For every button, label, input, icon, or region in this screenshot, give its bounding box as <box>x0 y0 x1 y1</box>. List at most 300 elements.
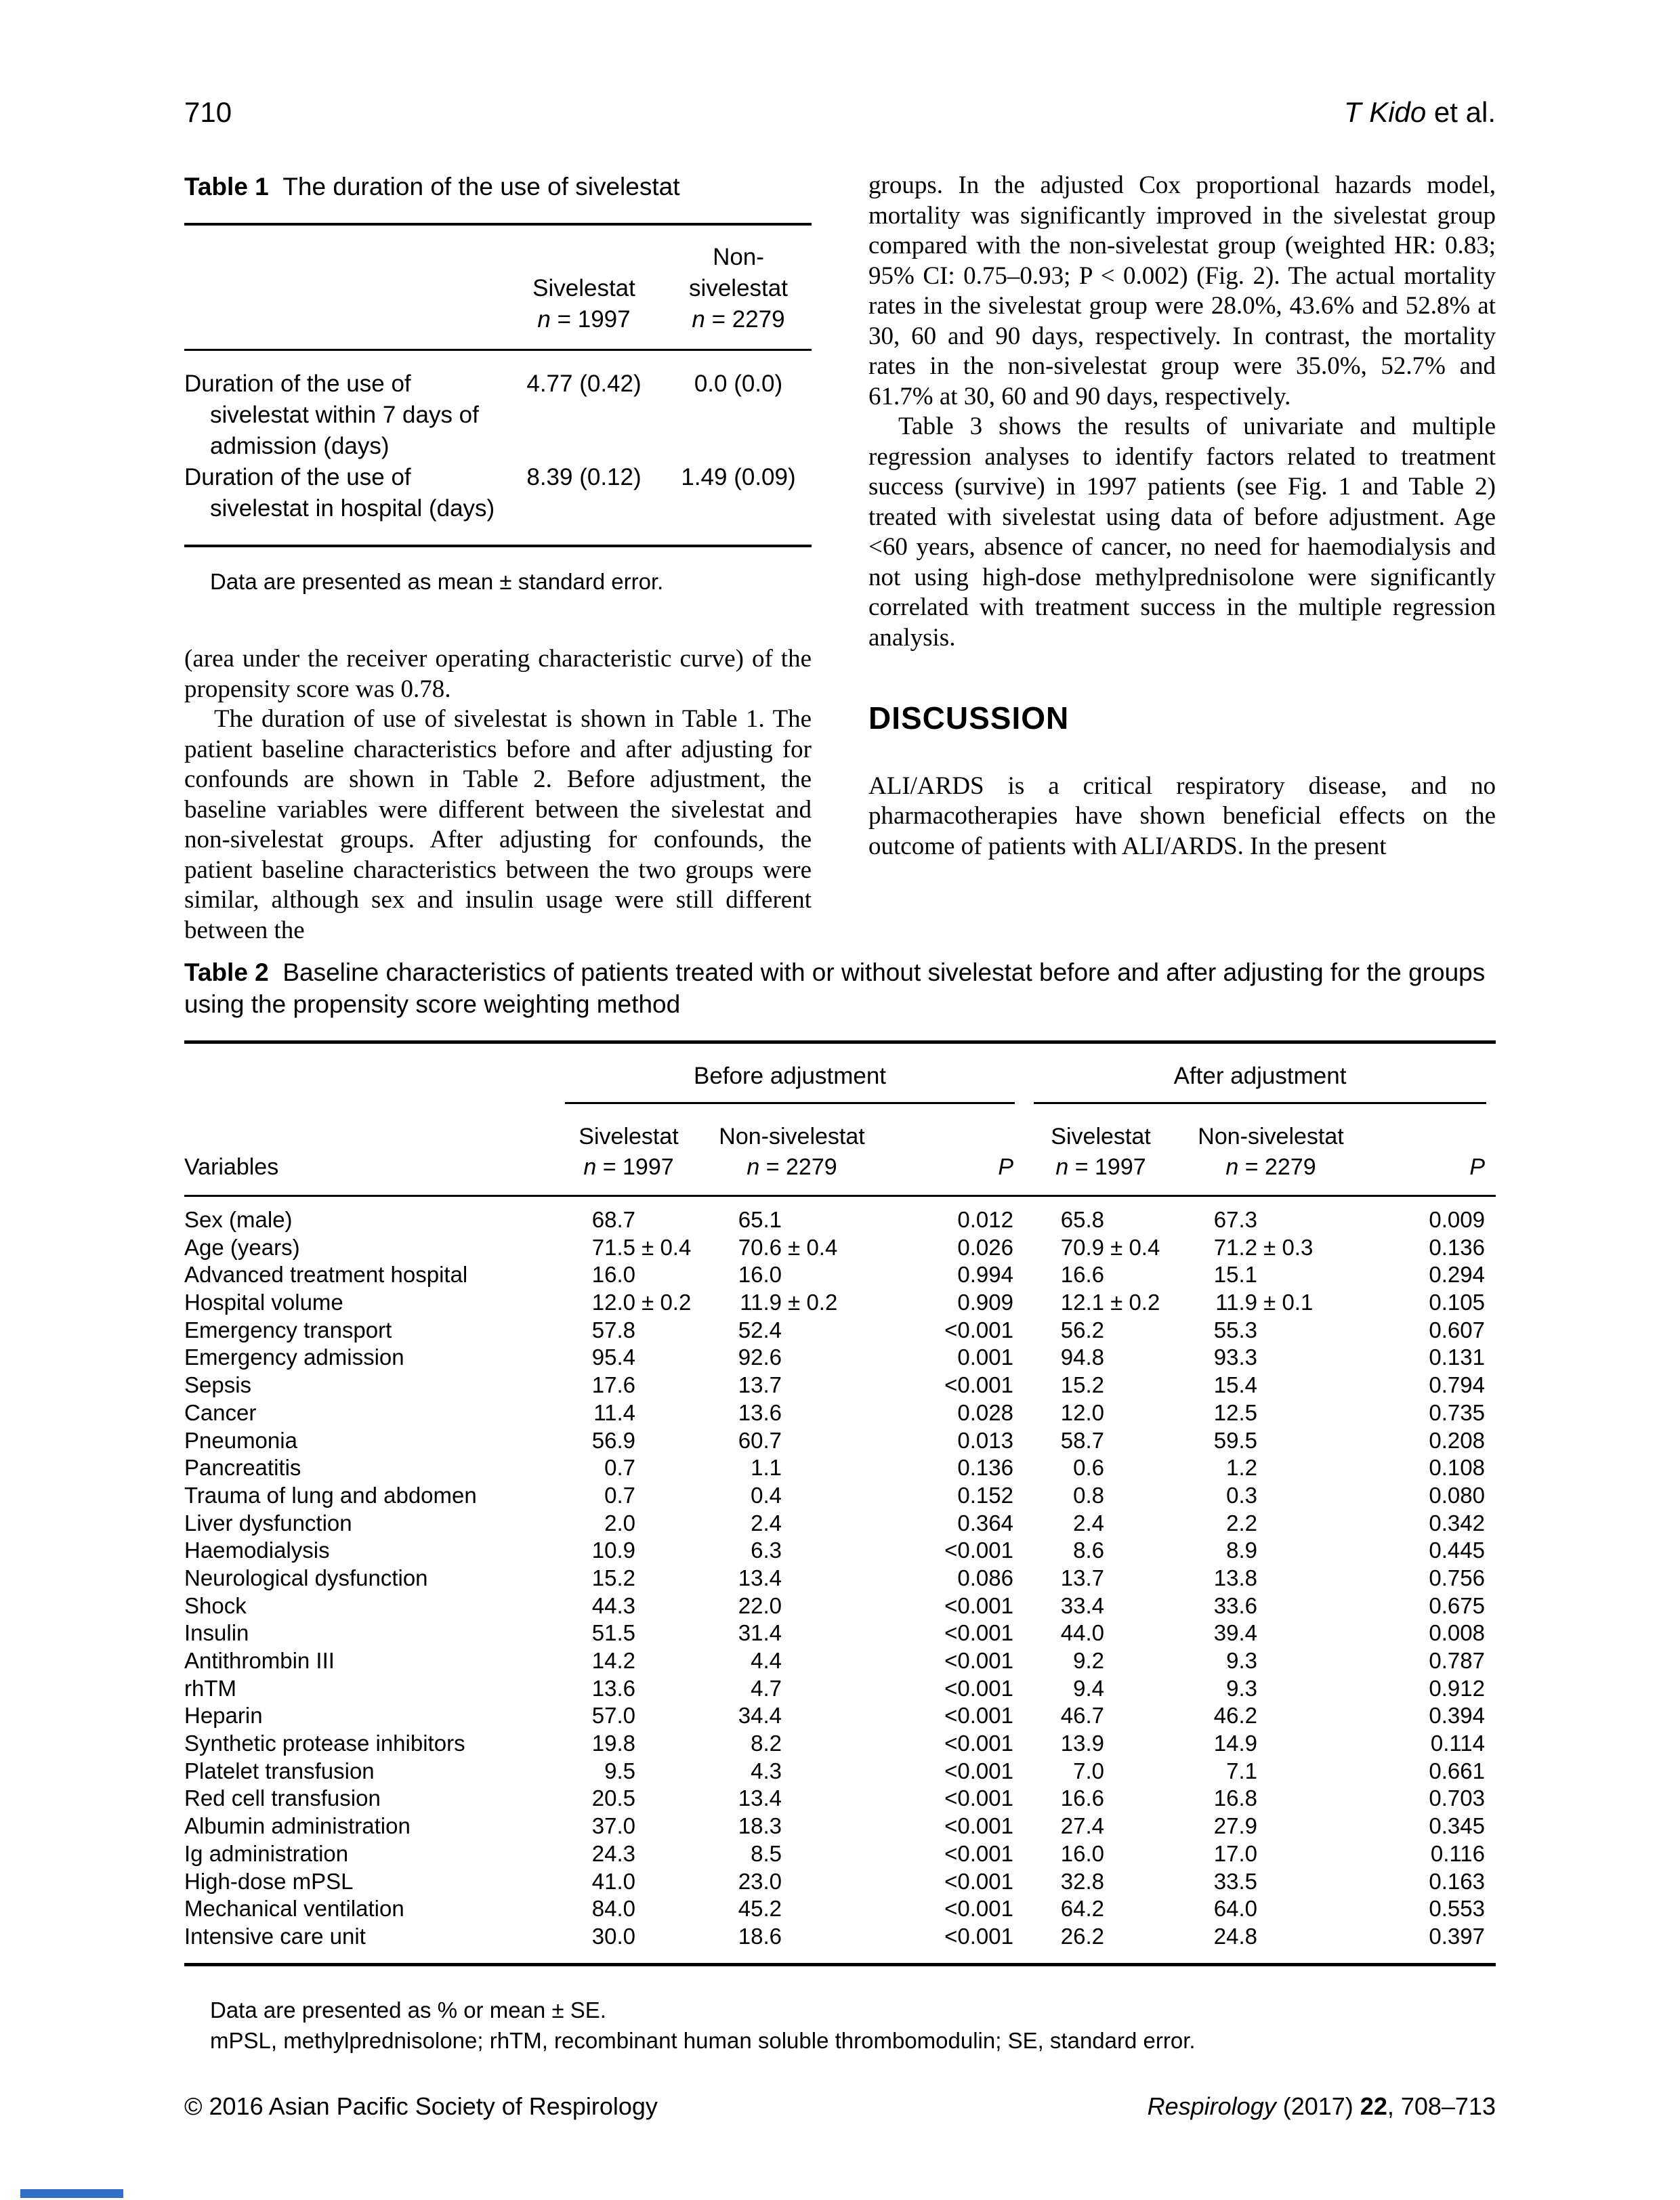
table1-body <box>184 349 812 545</box>
value-se: ± 0.2 <box>1104 1290 1160 1315</box>
bottom-blue-bar <box>20 2189 123 2198</box>
value-number: 12.1 <box>1060 1290 1104 1315</box>
value-cell <box>1177 1895 1364 1923</box>
value-cell <box>555 1675 702 1703</box>
value-number: 15.1 <box>1213 1262 1257 1288</box>
group-header-before: Before adjustment <box>565 1061 1015 1104</box>
value-number: 92.6 <box>738 1345 782 1370</box>
group-header-after: After adjustment <box>1034 1061 1486 1104</box>
value-number: 1.2 <box>1226 1455 1257 1481</box>
p-value-cell: <0.001 <box>944 1785 1013 1811</box>
value-number: 4.4 <box>751 1648 782 1673</box>
value-number: 7.0 <box>1073 1758 1104 1783</box>
journal-reference <box>1148 2092 1496 2121</box>
value-cell <box>702 1675 882 1703</box>
value-cell <box>1177 1289 1364 1317</box>
table1-caption-text: The duration of the use of sivelestat <box>282 173 680 200</box>
value-number: 65.8 <box>1060 1207 1104 1232</box>
col-p-after: P <box>1469 1154 1485 1180</box>
value-cell <box>1024 1482 1177 1510</box>
value-cell <box>1177 1592 1364 1620</box>
value-number: 14.9 <box>1213 1731 1257 1756</box>
value-number: 44.3 <box>591 1592 635 1618</box>
value-number: 52.4 <box>738 1317 782 1342</box>
p-value-cell: <0.001 <box>944 1896 1013 1922</box>
value-cell <box>702 1868 882 1896</box>
table-row <box>184 462 812 524</box>
row-label: Insulin <box>184 1620 249 1646</box>
value-cell: 0.0 (0.0) <box>694 371 783 397</box>
row-label: Intensive care unit <box>184 1923 366 1949</box>
p-value-cell: 0.131 <box>1429 1345 1485 1370</box>
value-number: 58.7 <box>1060 1427 1104 1453</box>
value-cell <box>555 1895 702 1923</box>
value-number: 55.3 <box>1213 1317 1257 1342</box>
value-number: 14.2 <box>591 1648 635 1673</box>
value-cell <box>1177 1675 1364 1703</box>
row-label: Age (years) <box>184 1234 300 1260</box>
table-row <box>184 1758 1496 1785</box>
col-n <box>555 1152 702 1183</box>
p-value-cell: 0.909 <box>957 1290 1013 1315</box>
p-value-cell: 0.394 <box>1429 1703 1485 1729</box>
value-cell <box>702 1206 882 1234</box>
p-value-cell: 0.012 <box>957 1207 1013 1232</box>
n-symbol: n <box>537 306 551 333</box>
value-number: 26.2 <box>1060 1923 1104 1949</box>
value-se: ± 0.1 <box>1257 1290 1314 1315</box>
table2-caption-label: Table 2 <box>184 958 269 986</box>
value-cell <box>555 1344 702 1372</box>
value-cell <box>702 1482 882 1510</box>
value-cell <box>1024 1261 1177 1289</box>
p-value-cell: 0.163 <box>1429 1868 1485 1894</box>
value-cell <box>555 1565 702 1592</box>
p-value-cell: 0.116 <box>1430 1840 1485 1866</box>
p-value-cell: <0.001 <box>944 1620 1013 1646</box>
row-label: Liver dysfunction <box>184 1510 352 1536</box>
value-number: 56.9 <box>591 1427 635 1453</box>
value-cell <box>702 1289 882 1317</box>
value-number: 24.3 <box>591 1840 635 1866</box>
table-row <box>184 1399 1496 1427</box>
p-value-cell: 0.912 <box>1429 1675 1485 1701</box>
table1-header <box>184 226 812 349</box>
value-cell <box>702 1344 882 1372</box>
table2 <box>184 1040 1496 1966</box>
value-number: 68.7 <box>591 1207 635 1232</box>
right-column <box>868 171 1496 946</box>
value-cell <box>555 1454 702 1482</box>
value-number: 20.5 <box>591 1785 635 1811</box>
p-value-cell: 0.208 <box>1429 1427 1485 1453</box>
value-cell <box>1024 1923 1177 1951</box>
value-number: 2.0 <box>604 1510 635 1536</box>
left-column <box>184 171 812 946</box>
left-column-text <box>184 644 812 946</box>
p-value-cell: <0.001 <box>944 1731 1013 1756</box>
value-se: ± 0.2 <box>782 1290 838 1315</box>
value-cell <box>1177 1344 1364 1372</box>
value-number: 70.9 <box>1060 1234 1104 1260</box>
table2-column-headers <box>184 1104 1496 1195</box>
value-cell <box>1024 1537 1177 1565</box>
col-n <box>1024 1152 1177 1183</box>
p-value-cell: 0.294 <box>1429 1262 1485 1288</box>
value-cell <box>1024 1813 1177 1840</box>
value-number: 13.9 <box>1060 1731 1104 1756</box>
table-row <box>184 368 812 462</box>
row-label: Antithrombin III <box>184 1648 335 1673</box>
p-value-cell: 0.794 <box>1429 1372 1485 1398</box>
value-cell <box>1024 1840 1177 1868</box>
value-number: 13.7 <box>738 1372 782 1398</box>
value-se: ± 0.3 <box>1257 1234 1314 1260</box>
table-row <box>184 1234 1496 1262</box>
value-cell: 4.77 (0.42) <box>526 371 642 397</box>
value-cell <box>555 1537 702 1565</box>
value-number: 46.7 <box>1060 1703 1104 1729</box>
value-cell <box>702 1427 882 1455</box>
table1-col-non-n <box>665 304 812 335</box>
row-label: Haemodialysis <box>184 1538 330 1563</box>
col-n <box>1177 1152 1364 1183</box>
col-title: Non-sivelestat <box>1198 1124 1344 1149</box>
value-cell <box>555 1482 702 1510</box>
value-number: 33.6 <box>1213 1592 1257 1618</box>
value-number: 13.4 <box>738 1785 782 1811</box>
value-cell <box>555 1206 702 1234</box>
n-symbol: n <box>692 306 705 333</box>
row-label: Pancreatitis <box>184 1455 301 1481</box>
value-cell <box>702 1317 882 1345</box>
value-number: 16.0 <box>1060 1840 1104 1866</box>
p-value-cell: 0.152 <box>957 1482 1013 1508</box>
value-number: 0.3 <box>1226 1482 1257 1508</box>
value-number: 37.0 <box>591 1813 635 1839</box>
table1-col-non-line2: sivelestat <box>689 275 788 301</box>
value-number: 16.0 <box>738 1262 782 1288</box>
value-cell <box>1024 1510 1177 1538</box>
row-label: Neurological dysfunction <box>184 1565 428 1590</box>
table-row <box>184 1675 1496 1703</box>
value-cell <box>702 1510 882 1538</box>
table-row <box>184 1813 1496 1840</box>
table2-footnotes <box>184 1995 1496 2056</box>
value-cell <box>1024 1289 1177 1317</box>
value-cell <box>555 1702 702 1730</box>
value-number: 8.6 <box>1073 1538 1104 1563</box>
value-cell <box>1024 1702 1177 1730</box>
n-value: = 1997 <box>596 1154 674 1180</box>
value-number: 2.4 <box>751 1510 782 1536</box>
value-cell <box>702 1565 882 1592</box>
p-value-cell: 0.136 <box>1429 1234 1485 1260</box>
p-value-cell: 0.009 <box>1429 1207 1485 1232</box>
n-symbol: n <box>1225 1154 1239 1180</box>
value-cell <box>702 1840 882 1868</box>
value-cell <box>555 1813 702 1840</box>
paragraph: groups. In the adjusted Cox proportional hazards model, mortality was significantly improved in the sivelestat group compared with the non-sivelestat group (weighted HR: 0.83; 95% CI: 0.75–0.93; P < 0.002) (Fig. 2). The actual mortality rates in the sivelestat group were 28.0%, 43.6% and 52.8% at 30, 60 and 90 days, respectively. In contrast, the mortality rates in the non-sivelestat group were 35.0%, 52.7% and 61.7% at 30, 60 and 90 days, respectively. <box>868 171 1496 410</box>
row-label: Duration of the use of sivelestat in hospital (days) <box>184 464 495 522</box>
value-number: 30.0 <box>591 1923 635 1949</box>
n-value: = 2279 <box>1238 1154 1316 1180</box>
table2-footnote: mPSL, methylprednisolone; rhTM, recombinant human soluble thrombomodulin; SE, standard error. <box>210 2027 1196 2053</box>
journal-name: Respirology <box>1147 2092 1276 2120</box>
p-value-cell: 0.445 <box>1429 1538 1485 1563</box>
value-number: 13.4 <box>738 1565 782 1590</box>
value-cell <box>702 1702 882 1730</box>
value-number: 64.2 <box>1060 1896 1104 1922</box>
p-value-cell: 0.114 <box>1430 1731 1485 1756</box>
value-number: 34.4 <box>738 1703 782 1729</box>
value-se: ± 0.2 <box>635 1290 692 1315</box>
value-number: 12.0 <box>1060 1399 1104 1425</box>
table-row <box>184 1895 1496 1923</box>
col-p-before: P <box>998 1154 1013 1180</box>
table-row <box>184 1344 1496 1372</box>
value-number: 13.8 <box>1213 1565 1257 1590</box>
value-number: 0.4 <box>751 1482 782 1508</box>
value-number: 12.5 <box>1213 1399 1257 1425</box>
col-variables: Variables <box>184 1154 279 1180</box>
value-cell <box>702 1261 882 1289</box>
p-value-cell: <0.001 <box>944 1648 1013 1673</box>
table-row <box>184 1427 1496 1455</box>
table1-caption <box>184 171 812 203</box>
value-cell <box>555 1510 702 1538</box>
value-number: 4.3 <box>751 1758 782 1783</box>
value-number: 8.5 <box>751 1840 782 1866</box>
value-cell <box>702 1537 882 1565</box>
paragraph: The duration of use of sivelestat is shown in Table 1. The patient baseline characteristics before and after adjusting for confounds are shown in Table 2. Before adjustment, the baseline variables were different between the sivelestat and non-sivelestat groups. After adjusting for confounds, the patient baseline characteristics between the two groups were similar, although sex and insulin usage were still different between the <box>184 705 812 944</box>
value-cell <box>702 1454 882 1482</box>
col-nonsivelestat-after <box>1177 1122 1364 1183</box>
p-value-cell: <0.001 <box>944 1675 1013 1701</box>
table1-col-non-line1: Non- <box>713 244 764 270</box>
value-number: 15.4 <box>1213 1372 1257 1398</box>
p-value-cell: 0.675 <box>1429 1592 1485 1618</box>
value-cell <box>555 1785 702 1813</box>
value-cell <box>555 1758 702 1785</box>
paragraph: ALI/ARDS is a critical respiratory disease, and no pharmacotherapies have shown beneficial effects on the outcome of patients with ALI/ARDS. In the present <box>868 771 1496 860</box>
value-cell <box>702 1234 882 1262</box>
right-column-text <box>868 171 1496 862</box>
p-value-cell: 0.607 <box>1429 1317 1485 1342</box>
col-sivelestat-after <box>1024 1122 1177 1183</box>
value-number: 0.7 <box>604 1482 635 1508</box>
value-cell <box>555 1840 702 1868</box>
value-number: 51.5 <box>591 1620 635 1646</box>
value-cell: 1.49 (0.09) <box>681 464 796 490</box>
p-value-cell: <0.001 <box>944 1840 1013 1866</box>
value-number: 57.8 <box>591 1317 635 1342</box>
table-row <box>184 1482 1496 1510</box>
value-se: ± 0.4 <box>782 1234 838 1260</box>
table-row <box>184 1592 1496 1620</box>
col-title: Non-sivelestat <box>719 1124 865 1149</box>
value-number: 67.3 <box>1213 1207 1257 1232</box>
value-number: 33.5 <box>1213 1868 1257 1894</box>
p-value-cell: 0.661 <box>1429 1758 1485 1783</box>
table-row <box>184 1261 1496 1289</box>
value-number: 19.8 <box>591 1731 635 1756</box>
row-label: Emergency admission <box>184 1345 404 1370</box>
value-number: 60.7 <box>738 1427 782 1453</box>
value-cell <box>702 1399 882 1427</box>
journal-pages: , 708–713 <box>1387 2092 1496 2120</box>
value-number: 9.5 <box>604 1758 635 1783</box>
value-number: 11.4 <box>593 1399 635 1425</box>
table-row <box>184 1868 1496 1896</box>
value-number: 93.3 <box>1213 1345 1257 1370</box>
value-number: 18.3 <box>738 1813 782 1839</box>
table-row <box>184 1372 1496 1399</box>
n-symbol: n <box>583 1154 597 1180</box>
journal-year: (2017) <box>1276 2092 1360 2120</box>
value-cell <box>1024 1427 1177 1455</box>
value-cell <box>702 1620 882 1647</box>
value-number: 2.2 <box>1226 1510 1257 1536</box>
value-number: 27.4 <box>1060 1813 1104 1839</box>
table1-header-sivelestat <box>503 273 665 335</box>
row-label: Hospital volume <box>184 1290 343 1315</box>
table-row <box>184 1785 1496 1813</box>
row-label: Cancer <box>184 1399 257 1425</box>
value-cell <box>1177 1510 1364 1538</box>
value-number: 56.2 <box>1060 1317 1104 1342</box>
row-label: Synthetic protease inhibitors <box>184 1731 465 1756</box>
p-value-cell: 0.080 <box>1429 1482 1485 1508</box>
two-column-layout <box>184 171 1496 946</box>
value-number: 84.0 <box>591 1896 635 1922</box>
value-number: 13.7 <box>1060 1565 1104 1590</box>
value-number: 24.8 <box>1213 1923 1257 1949</box>
value-cell <box>555 1730 702 1758</box>
page-footer <box>184 2092 1496 2121</box>
p-value-cell: 0.013 <box>957 1427 1013 1453</box>
value-cell <box>1024 1758 1177 1785</box>
p-value-cell: 0.342 <box>1429 1510 1485 1536</box>
table2-caption <box>184 956 1496 1020</box>
value-cell <box>702 1785 882 1813</box>
value-cell <box>702 1730 882 1758</box>
running-head-authors <box>1344 96 1496 129</box>
paragraph: Table 3 shows the results of univariate and multiple regression analyses to identify factors related to treatment success (survive) in 1997 patients (see Fig. 1 and Table 2) treated with sivelestat using data of before adjustment. Age <60 years, absence of cancer, no need for haemodialysis and not using high-dose methylprednisolone were significantly correlated with treatment success in the multiple regression analysis. <box>868 412 1496 652</box>
value-number: 16.6 <box>1060 1262 1104 1288</box>
col-sivelestat-before <box>555 1122 702 1183</box>
n-symbol: n <box>1055 1154 1069 1180</box>
value-number: 9.4 <box>1073 1675 1104 1701</box>
p-value-cell: <0.001 <box>944 1372 1013 1398</box>
value-number: 45.2 <box>738 1896 782 1922</box>
p-value-cell: 0.108 <box>1429 1455 1485 1481</box>
col-title: Sivelestat <box>579 1124 679 1149</box>
value-number: 95.4 <box>591 1345 635 1370</box>
value-cell <box>555 1399 702 1427</box>
value-cell <box>1177 1565 1364 1592</box>
value-cell <box>555 1372 702 1399</box>
n-value: = 2279 <box>705 306 785 333</box>
row-label: Trauma of lung and abdomen <box>184 1482 477 1508</box>
group-header-empty <box>184 1061 555 1104</box>
value-cell <box>1177 1840 1364 1868</box>
table1 <box>184 223 812 547</box>
table2-group-headers <box>184 1044 1496 1104</box>
value-number: 2.4 <box>1073 1510 1104 1536</box>
p-value-cell: <0.001 <box>944 1813 1013 1839</box>
p-value-cell: <0.001 <box>944 1758 1013 1783</box>
table-row <box>184 1510 1496 1538</box>
value-cell <box>1024 1399 1177 1427</box>
value-number: 13.6 <box>738 1399 782 1425</box>
row-label: Pneumonia <box>184 1427 297 1453</box>
value-cell <box>1024 1730 1177 1758</box>
value-cell <box>1177 1234 1364 1262</box>
value-number: 41.0 <box>591 1868 635 1894</box>
p-value-cell: 0.735 <box>1429 1399 1485 1425</box>
value-cell <box>1024 1372 1177 1399</box>
value-cell <box>702 1923 882 1951</box>
p-value-cell: <0.001 <box>944 1923 1013 1949</box>
p-value-cell: <0.001 <box>944 1592 1013 1618</box>
table-row <box>184 1454 1496 1482</box>
value-number: 10.9 <box>591 1538 635 1563</box>
value-number: 16.0 <box>591 1262 635 1288</box>
value-cell <box>555 1317 702 1345</box>
row-label: Emergency transport <box>184 1317 392 1342</box>
value-number: 57.0 <box>591 1703 635 1729</box>
table2-footnote: Data are presented as % or mean ± SE. <box>210 1997 606 2023</box>
p-value-cell: 0.994 <box>957 1262 1013 1288</box>
p-value-cell: 0.364 <box>957 1510 1013 1536</box>
value-cell <box>1177 1620 1364 1647</box>
n-value: = 2279 <box>759 1154 837 1180</box>
value-number: 8.9 <box>1226 1538 1257 1563</box>
value-cell <box>1177 1372 1364 1399</box>
value-number: 59.5 <box>1213 1427 1257 1453</box>
value-cell <box>1024 1592 1177 1620</box>
table2-caption-text: Baseline characteristics of patients treated with or without sivelestat before and after adjusting for the groups using the propensity score weighting method <box>184 958 1486 1018</box>
page-number: 710 <box>184 96 232 128</box>
row-label: Shock <box>184 1592 247 1618</box>
paragraph: (area under the receiver operating characteristic curve) of the propensity score was 0.78. <box>184 645 812 703</box>
value-number: 46.2 <box>1213 1703 1257 1729</box>
table2-section <box>184 956 1496 2056</box>
value-cell <box>1024 1206 1177 1234</box>
value-cell <box>1177 1537 1364 1565</box>
value-se: ± 0.4 <box>635 1234 692 1260</box>
authors-name: T Kido <box>1343 96 1427 128</box>
value-number: 4.7 <box>751 1675 782 1701</box>
value-cell <box>702 1372 882 1399</box>
discussion-heading: DISCUSSION <box>868 700 1070 736</box>
p-value-cell: <0.001 <box>944 1703 1013 1729</box>
p-value-cell: 0.397 <box>1429 1923 1485 1949</box>
value-number: 18.6 <box>738 1923 782 1949</box>
value-cell <box>702 1647 882 1675</box>
value-cell: 8.39 (0.12) <box>526 464 642 490</box>
p-value-cell: <0.001 <box>944 1317 1013 1342</box>
value-number: 6.3 <box>751 1538 782 1563</box>
value-cell <box>702 1758 882 1785</box>
p-value-cell: 0.026 <box>957 1234 1013 1260</box>
value-cell <box>1024 1895 1177 1923</box>
value-number: 8.2 <box>751 1731 782 1756</box>
value-number: 0.6 <box>1073 1455 1104 1481</box>
value-number: 0.7 <box>604 1455 635 1481</box>
p-value-cell: <0.001 <box>944 1538 1013 1563</box>
